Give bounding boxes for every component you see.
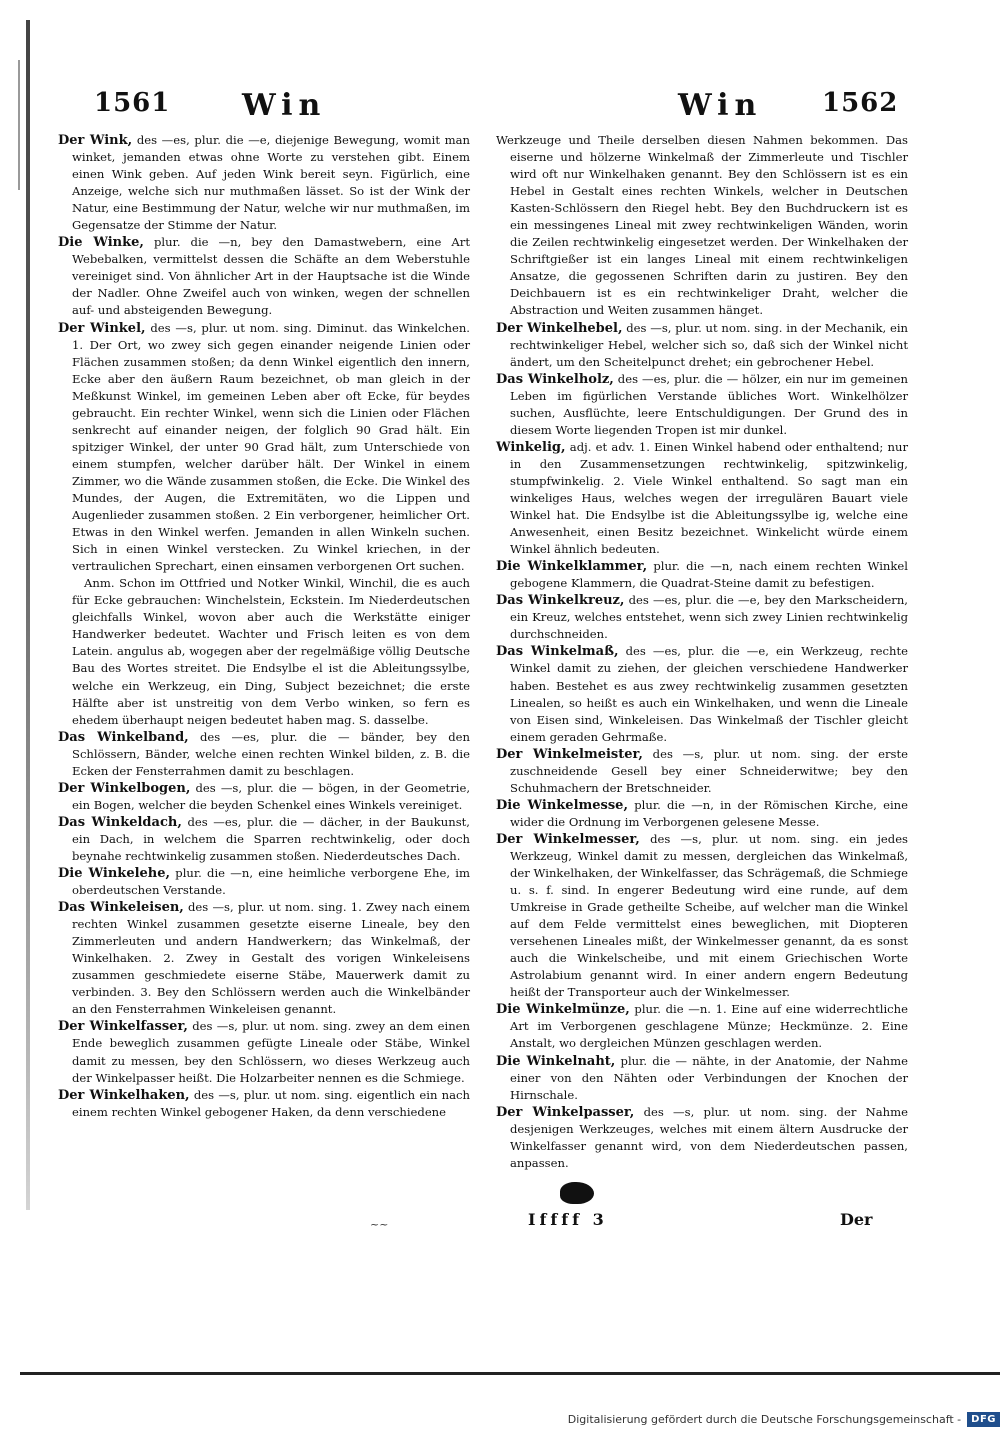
entry-text: plur. die —n, in der Römischen Kirche, eine wider die Ordnung im Verborgenen gelesene Messe.	[510, 797, 909, 829]
entry-text: des —s, plur. ut nom. sing. ein jedes Werkzeug, Winkel damit zu messen, dergleichen das Winkelmaß, der Winkelhaken, der Winkelfasser, das Schrägemaß, die Schmiege u. s. f. sind. In engerer Bedeutung wird eine runde, auf dem Umkreise in Grade getheilte Scheibe, auf welcher man die Winkel auf dem Felde vermittelst eines beweglichen, mit Diopteren versehenen Lineales mißt, der Winkelmesser genannt, da es sonst auch die Winkelscheibe, und mit einem Griechischen Worte Astrolabium genannt wird. In einer andern engern Bedeutung heißt der Transporteur auch der Winkelmesser.	[510, 831, 909, 1000]
funding-note: Digitalisierung gefördert durch die Deutsche Forschungsgemeinschaft -	[567, 1413, 962, 1426]
page-number-left: 1561	[94, 88, 171, 118]
right-column	[496, 132, 908, 1172]
entry-text: des —es, plur. die — hölzer, ein nur im gemeinen Leben im figürlichen Verstande übliches Wort. Winkelhölzer suchen, Ausflüchte, leere Entschuldigungen. Der Grund des in diesem Worte liegenden Tropen ist mir dunkel.	[510, 371, 908, 437]
dictionary-entry	[496, 643, 908, 745]
running-head-right: Win	[678, 88, 763, 123]
entry-text: des —es, plur. die — dächer, in der Baukunst, ein Dach, in welchem die Sparren rechtwinkelig, oder doch beynahe rechtwinkelig zusammen stoßen. Niederdeutsches Dach.	[72, 814, 470, 863]
entry-headword: Das Winkelmaß,	[496, 644, 619, 660]
entry-headword: Die Winkelmünze,	[496, 1002, 630, 1018]
entry-headword: Das Winkelband,	[58, 729, 189, 745]
entry-text: Werkzeuge und Theile derselben diesen Nahmen bekommen. Das eiserne und hölzerne Winkelmaß der Zimmerleute und Tischler wird oft nur Winkelhaken genannt. Bey den Schlössern ist es ein Hebel in Gestalt eines rechten Winkels, welcher in Deutschen Kasten-Schlössern den Riegel hebt. Bey den Buchdruckern ist es ein messingenes Lineal mit zwey rechtwinkeligen Wänden, worin die Zeilen rechtwinkelig eingesetzet werden. Der Winkelhaken der Schriftgießer ist ein langes Lineal mit einem rechtwinkeligen Ansatze, die gegossenen Schriften darin zu justiren. Bey den Deichbauern ist es ein rechtwinkeliger Draht, welcher die Abstraction und Weiten zusammen hänget.	[496, 133, 908, 318]
dictionary-entry	[58, 320, 470, 576]
entry-headword: Die Winkelmesse,	[496, 797, 628, 813]
entry-headword: Der Winkelmeister,	[496, 746, 643, 762]
entry-headword: Das Winkelholz,	[496, 371, 614, 387]
entry-text: plur. die —n, eine heimliche verborgene Ehe, im oberdeutschen Verstande.	[72, 866, 470, 898]
running-head-left: Win	[242, 88, 327, 123]
entry-text: des —es, plur. die —e, bey den Markscheidern, ein Kreuz, welches entstehet, wenn sich zwey Linien rechtwinkelig durchschneiden.	[510, 593, 908, 642]
dictionary-entry	[58, 234, 470, 319]
entry-headword: Der Winkelhaken,	[58, 1087, 190, 1103]
scan-edge-mark	[18, 60, 20, 190]
entry-headword: Die Winke,	[58, 235, 144, 251]
dictionary-entry	[496, 558, 908, 592]
entry-text: des —s, plur. ut nom. sing. zwey an dem einen Ende beweglich zusammen gefügte Lineale oder Stäbe, Winkel damit zu messen, bey den Schlössern, wo dieses Werkzeug auch der Winkelpasser heißt. Die Holzarbeiter nennen es die Schmiege.	[72, 1019, 471, 1085]
dictionary-entry	[496, 371, 908, 439]
dictionary-entry	[58, 729, 470, 780]
dictionary-entry	[496, 831, 908, 1001]
dictionary-entry	[496, 1104, 908, 1172]
entry-text: des —s, plur. ut nom. sing. der Nahme desjenigen Werkzeuges, welches mit einem ältern Ausdrucke der Winkelfasser genannt wird, von dem Niederdeutschen passen, anpassen.	[510, 1104, 908, 1170]
entry-headword: Das Winkelkreuz,	[496, 593, 625, 609]
dictionary-entry	[58, 575, 470, 728]
entry-headword: Der Winkelfasser,	[58, 1019, 188, 1035]
entry-text: des —es, plur. die —e, diejenige Bewegung, womit man winket, jemanden etwas ohne Worte zu verstehen gibt. Einem einen Wink geben. Auf jeden Wink bereit seyn. Figürlich, eine Anzeige, welche sich nur muthmaßen lässet. So ist der Wink der Natur, eine Bestimmung der Natur, welche wir nur muthmaßen, im Gegensatze der Stimme der Natur.	[72, 133, 471, 233]
dictionary-entry	[58, 1018, 470, 1086]
entry-text: plur. die —n, nach einem rechten Winkel gebogene Klammern, die Quadrat-Steine damit zu befestigen.	[510, 559, 908, 591]
entry-headword: Der Winkel,	[58, 320, 146, 336]
signature-mark: Iffff 3	[528, 1210, 608, 1229]
entry-text: des —s, plur. die — bögen, in der Geometrie, ein Bogen, welcher die beyden Schenkel eines Winkels vereiniget.	[72, 780, 471, 812]
entry-headword: Der Winkelhebel,	[496, 320, 623, 336]
catchword: Der	[840, 1210, 873, 1229]
entry-headword: Winkelig,	[496, 439, 566, 455]
dictionary-entry	[58, 865, 470, 899]
entry-text: plur. die —n. 1. Eine auf eine widerrechtliche Art im Verborgenen geschlagene Münze; Heckmünze. 2. Eine Anstalt, wo dergleichen Münzen geschlagen werden.	[510, 1002, 908, 1051]
dfg-logo: DFG	[967, 1412, 1000, 1427]
dictionary-entry	[496, 132, 908, 320]
ink-blot	[560, 1182, 594, 1204]
entry-headword: Der Wink,	[58, 133, 133, 148]
dictionary-entry	[58, 1087, 470, 1121]
entry-text: des —s, plur. ut nom. sing. Diminut. das Winkelchen. 1. Der Ort, wo zwey sich gegen einander neigende Linien oder Flächen zusammen stoßen; da denn Winkel eigentlich den innern, Ecke aber den äußern Raum bezeichnet, ob man gleich in der Meßkunst Winkel, im gemeinen Leben aber oft Ecke, für beydes gebraucht. Ein rechter Winkel, wenn sich die Linien oder Flächen senkrecht auf einander neigen, der folglich 90 Grad hält. Ein spitziger Winkel, der unter 90 Grad hält, zum Unterschiede von einem stumpfen, welcher darüber hält. Der Winkel in einem Zimmer, wo die Wände zusammen stoßen, die Ecke. Die Winkel des Mundes, der Augen, die Extremitäten, wo die Lippen und Augenlieder zusammen stoßen. 2 Ein verborgener, heimlicher Ort. Etwas in den Winkel werfen. Jemanden in allen Winkeln suchen. Sich in einen Winkel verstecken. Zu Winkel kriechen, in der vertraulichen Sprechart, einen einsamen verborgenen Ort suchen.	[72, 320, 470, 574]
dictionary-entry	[496, 592, 908, 643]
entry-headword: Der Winkelbogen,	[58, 780, 191, 796]
dictionary-entry	[58, 780, 470, 814]
dictionary-entry	[496, 746, 908, 797]
entry-headword: Die Winkelklammer,	[496, 559, 648, 575]
dictionary-entry	[58, 899, 470, 1018]
entry-text: des —s, plur. ut nom. sing. der erste zuschneidende Gesell bey einer Schneiderwitwe; bey den Schuhmachern der Bretschneider.	[510, 746, 908, 795]
entry-headword: Der Winkelpasser,	[496, 1104, 635, 1120]
entry-text: des —es, plur. die — bänder, bey den Schlössern, Bänder, welche einen rechten Winkel bilden, z. B. die Ecken der Fensterrahmen damit zu beschlagen.	[72, 729, 471, 778]
entry-headword: Die Winkelehe,	[58, 866, 171, 882]
entry-text: plur. die —n, bey den Damastwebern, eine Art Webebalken, vermittelst dessen die Schäfte an dem Weberstuhle vereiniget sind. Von ähnlicher Art in der Hauptsache ist die Winde der Nadler. Ohne Zweifel auch von winken, wegen der schnellen auf- und absteigenden Bewegung.	[72, 235, 470, 318]
dictionary-entry	[496, 797, 908, 831]
entry-text: des —s, plur. ut nom. sing. in der Mechanik, ein rechtwinkeliger Hebel, welcher sich so, daß sich der Winkel nicht ändert, um den Scheitelpunct drehet; ein gebrochener Hebel.	[510, 320, 909, 369]
entry-text: Anm. Schon im Ottfried und Notker Winkil, Winchil, die es auch für Ecke gebrauchen: Winchelstein, Eckstein. Im Niederdeutschen gleichfalls Winkel, wovon aber auch die Werkstätte einiger Handwerker bedeutet. Wachter und Frisch leiten es von dem Latein. angulus ab, wogegen aber der regelmäßige völlig Deutsche Bau des Wortes streitet. Die Endsylbe el ist die Ableitungssylbe, welche ein Werkzeug, ein Ding, Subject bezeichnet; die erste Hälfte aber ist unstreitig von dem Verbo winken, so fern es ehedem überhaupt neigen bedeutet haben mag. S. dasselbe.	[72, 576, 470, 727]
gutter-mark: ~~	[370, 1218, 389, 1231]
scan-bottom-edge	[20, 1372, 1000, 1375]
entry-headword: Das Winkeleisen,	[58, 900, 184, 916]
entry-text: plur. die — nähte, in der Anatomie, der Nahme einer von den Nähten oder Verbindungen der Knochen der Hirnschale.	[510, 1053, 908, 1102]
dictionary-entry	[58, 132, 470, 234]
entry-text: des —s, plur. ut nom. sing. 1. Zwey nach einem rechten Winkel zusammen gesetzte eiserne Lineale, bey den Zimmerleuten und andern Handwerkern; das Winkelmaß, der Winkelhaken. 2. Zwey in Gestalt des vorigen Winkeleisens zusammen geschmiedete eiserne Stäbe, Mauerwerk damit zu verbinden. 3. Bey den Schlössern werden auch die Winkelbänder an den Fensterrahmen Winkeleisen genannt.	[72, 900, 470, 1017]
dictionary-entry	[496, 320, 908, 371]
digitization-footer	[568, 1412, 1000, 1427]
entry-text: des —s, plur. ut nom. sing. eigentlich ein nach einem rechten Winkel gebogener Haken, da denn verschiedene	[72, 1087, 470, 1119]
page-number-right: 1562	[822, 88, 899, 118]
dictionary-entry	[496, 439, 908, 558]
left-column	[58, 132, 470, 1121]
entry-text: des —es, plur. die —e, ein Werkzeug, rechte Winkel damit zu ziehen, der gleichen verschiedene Handwerker haben. Bestehet es aus zwey rechtwinkelig zusammen gesetzten Linealen, so heißt es auch ein Winkelhaken, und wenn die Lineale von Eisen sind, Winkeleisen. Das Winkelmaß der Tischler gleicht einem geraden Gehrmaße.	[510, 644, 908, 744]
entry-text: adj. et adv. 1. Einen Winkel habend oder enthaltend; nur in den Zusammensetzungen rechtwinkelig, spitzwinkelig, stumpfwinkelig. 2. Viele Winkel enthaltend. So sagt man ein winkeliges Haus, welches wegen der irregulären Bauart viele Winkel hat. Die Endsylbe ist die Ableitungssylbe ig, welche eine Anwesenheit, einen Besitz bezeichnet. Winkelicht würde einem Winkel ähnlich bedeuten.	[510, 439, 908, 557]
entry-headword: Die Winkelnaht,	[496, 1053, 616, 1069]
dictionary-entry	[496, 1053, 908, 1104]
entry-headword: Das Winkeldach,	[58, 814, 182, 830]
scan-edge-shadow	[26, 20, 30, 1210]
dictionary-entry	[58, 814, 470, 865]
dictionary-entry	[496, 1001, 908, 1052]
entry-headword: Der Winkelmesser,	[496, 831, 640, 847]
